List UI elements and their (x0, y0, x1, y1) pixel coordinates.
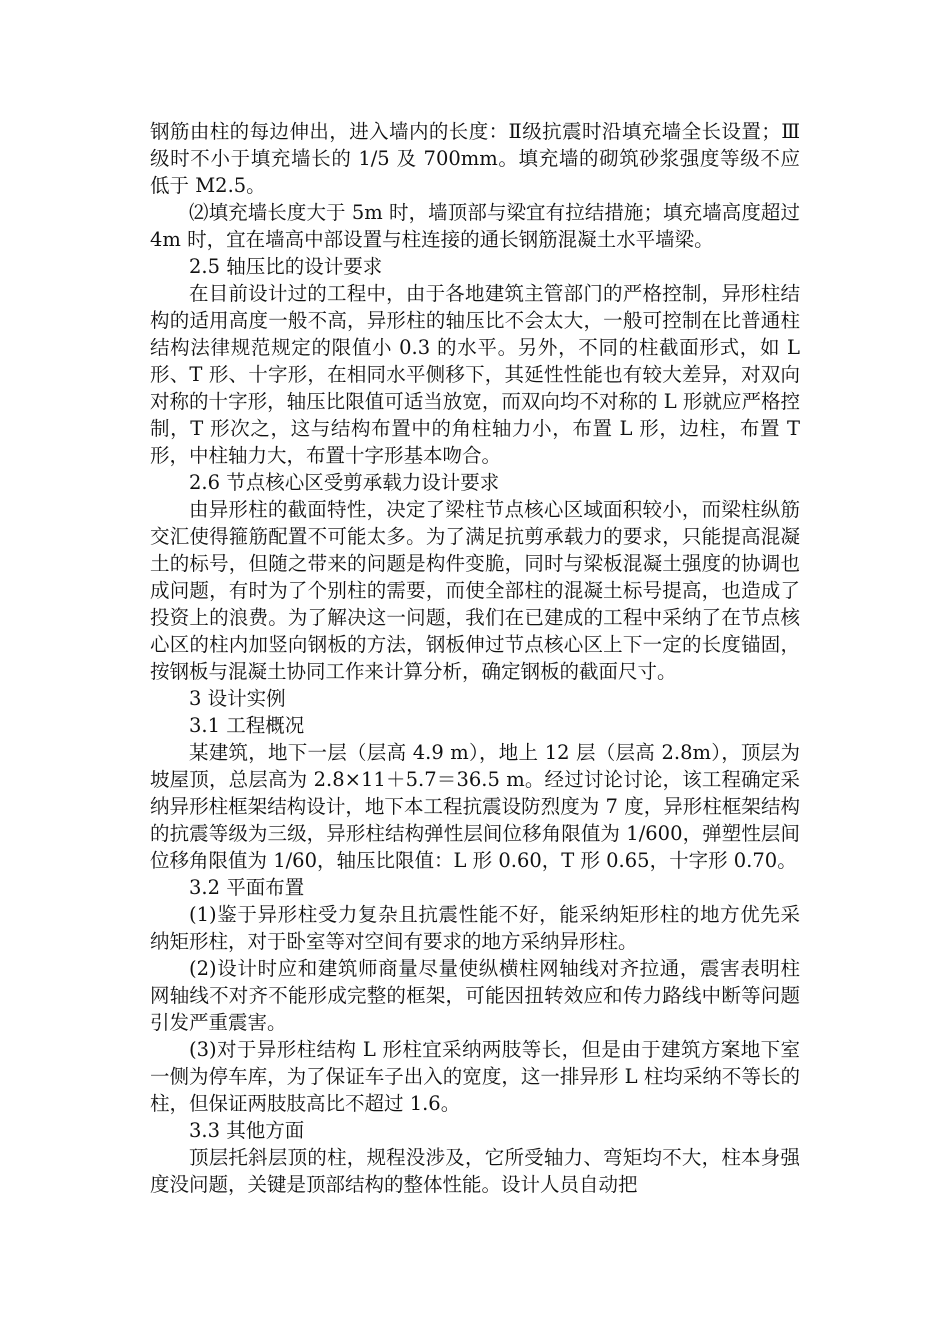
section-heading: 3.2 平面布置 (189, 876, 305, 899)
paragraph: 在目前设计过的工程中，由于各地建筑主管部门的严格控制，异形柱结构的适用高度一般不高，异形柱的轴压比不会太大，一般可控制在比普通柱结构法律规范规定的限值小 0.3 的水平。另外，不同的柱截面形式，如 L 形、T 形、十字形，在相同水平侧移下，其延性性能也有较大差异，对双向对称的十字形，轴压比限值可适当放宽，而双向均不对称的 L 形就应严格控制，T 形次之，这与结构布置中的角柱轴力小，布置 L 形，边柱，布置 T 形，中柱轴力大，布置十字形基本吻合。 (150, 282, 800, 467)
section-heading: 2.5 轴压比的设计要求 (189, 255, 383, 278)
document-body (150, 118, 800, 1198)
section-heading: 3.3 其他方面 (189, 1119, 305, 1142)
paragraph: (3)对于异形柱结构 L 形柱宜采纳两肢等长，但是由于建筑方案地下室一侧为停车库，为了保证车子出入的宽度，这一排异形 L 柱均采纳不等长的柱，但保证两肢肢高比不超过 1.6。 (150, 1038, 800, 1115)
section-heading: 3 设计实例 (189, 687, 286, 710)
paragraph: 由异形柱的截面特性，决定了梁柱节点核心区域面积较小，而梁柱纵筋交汇使得箍筋配置不可能太多。为了满足抗剪承载力的要求，只能提高混凝土的标号，但随之带来的问题是构件变脆，同时与梁板混凝土强度的协调也成问题，有时为了个别柱的需要，而使全部柱的混凝土标号提高，也造成了投资上的浪费。为了解决这一问题，我们在已建成的工程中采纳了在节点核心区的柱内加竖向钢板的方法，钢板伸过节点核心区上下一定的长度锚固，按钢板与混凝土协同工作来计算分析，确定钢板的截面尺寸。 (150, 498, 800, 683)
paragraph: 钢筋由柱的每边伸出，进入墙内的长度：Ⅱ级抗震时沿填充墙全长设置；Ⅲ级时不小于填充墙长的 1/5 及 700mm。填充墙的砌筑砂浆强度等级不应低于 M2.5。 (150, 120, 800, 197)
paragraph: 某建筑，地下一层（层高 4.9 m），地上 12 层（层高 2.8m），顶层为坡屋顶，总层高为 2.8×11＋5.7＝36.5 m。经过讨论讨论，该工程确定采纳异形柱框架结构设计，地下本工程抗震设防烈度为 7 度，异形柱框架结构的抗震等级为三级，异形柱结构弹性层间位移角限值为 1/600，弹塑性层间位移角限值为 1/60，轴压比限值：L 形 0.60，T 形 0.65，十字形 0.70。 (150, 741, 800, 872)
paragraph: 顶层托斜层顶的柱，规程没涉及，它所受轴力、弯矩均不大，柱本身强度没问题，关键是顶部结构的整体性能。设计人员自动把 (150, 1146, 800, 1196)
section-heading: 2.6 节点核心区受剪承载力设计要求 (189, 471, 500, 494)
paragraph: (1)鉴于异形柱受力复杂且抗震性能不好，能采纳矩形柱的地方优先采纳矩形柱，对于卧室等对空间有要求的地方采纳异形柱。 (150, 903, 800, 953)
paragraph: ⑵填充墙长度大于 5m 时，墙顶部与梁宜有拉结措施；填充墙高度超过 4m 时，宜在墙高中部设置与柱连接的通长钢筋混凝土水平墙梁。 (150, 201, 800, 251)
section-heading: 3.1 工程概况 (189, 714, 305, 737)
paragraph: (2)设计时应和建筑师商量尽量使纵横柱网轴线对齐拉通，震害表明柱网轴线不对齐不能形成完整的框架，可能因扭转效应和传力路线中断等问题引发严重震害。 (150, 957, 800, 1034)
